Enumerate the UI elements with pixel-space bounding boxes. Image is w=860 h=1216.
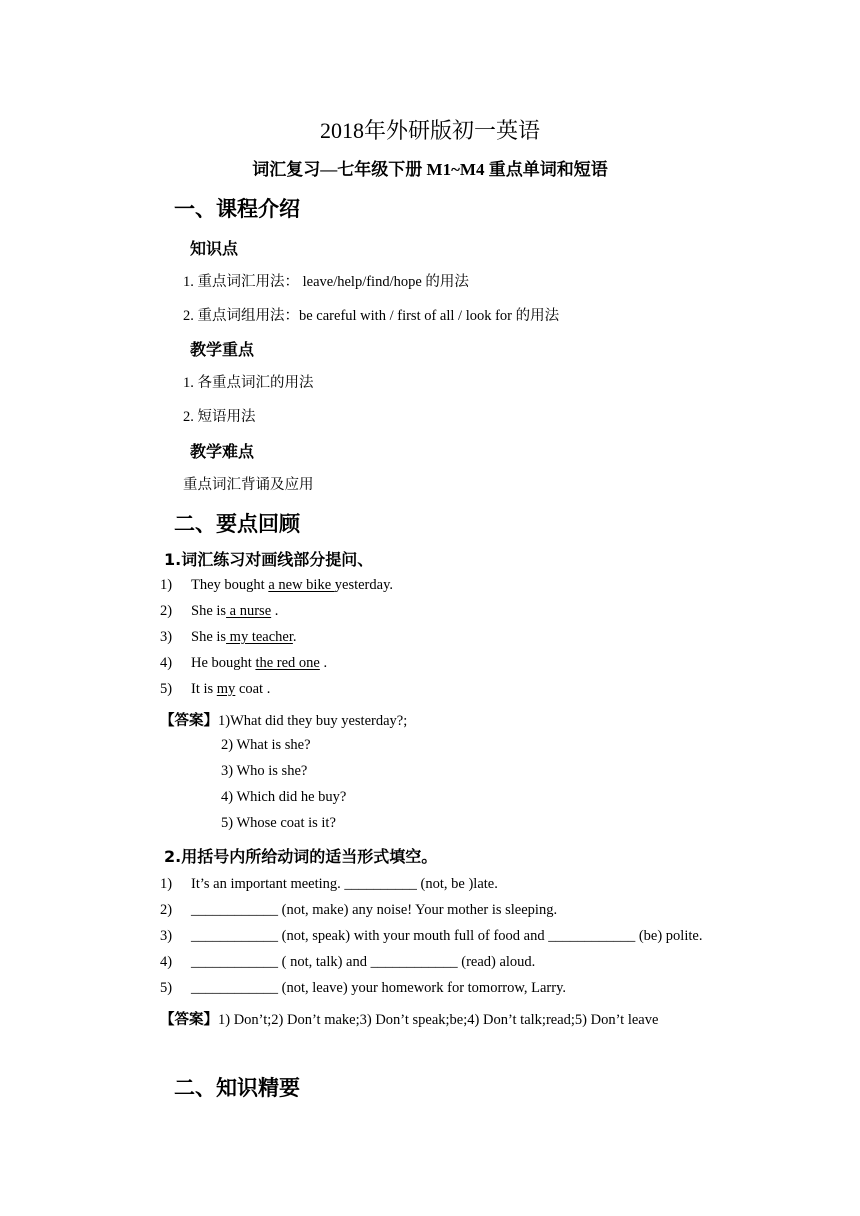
exercise1-item [0, 629, 860, 649]
exercise2-item [0, 902, 860, 922]
item-number: 1) [160, 876, 173, 892]
focus-item: 1. 各重点词汇的用法 [183, 375, 314, 391]
exercise1-item [0, 681, 860, 701]
item-number: 1) [160, 577, 173, 593]
knowledge-heading: 知识点 [190, 239, 239, 258]
item-text: ____________ ( not, talk) and ____________ (read) aloud. [191, 954, 536, 970]
underlined-phrase: a nurse [226, 603, 272, 619]
knowledge-item: 1. 重点词汇用法： leave/help/find/hope 的用法 [183, 274, 469, 290]
item-number: 4) [160, 954, 173, 970]
item-number: 3) [160, 629, 173, 645]
item-text: ____________ (not, leave) your homework for tomorrow, Larry. [191, 980, 567, 996]
item-number: 3) [160, 928, 173, 944]
exercise2-item [0, 876, 860, 896]
item-number: 2) [160, 902, 173, 918]
section-heading-review: 二、要点回顾 [174, 512, 300, 536]
exercise2-heading: 2.用括号内所给动词的适当形式填空。 [164, 847, 438, 866]
section-heading-essentials: 二、知识精要 [174, 1076, 300, 1100]
underlined-phrase: my [216, 681, 236, 697]
focus-heading: 教学重点 [190, 340, 255, 359]
answer-text: 1)What did they buy yesterday?; [218, 713, 408, 729]
answer-line: 3) Who is she? [221, 763, 308, 779]
difficulty-heading: 教学难点 [190, 442, 255, 461]
item-number: 5) [160, 980, 173, 996]
document-subtitle: 词汇复习—七年级下册 M1~M4 重点单词和短语 [252, 160, 608, 179]
exercise1-item [0, 577, 860, 597]
underlined-phrase: my teacher [226, 629, 293, 645]
item-text: She is my teacher. [191, 629, 297, 645]
section-heading-intro: 一、课程介绍 [174, 197, 300, 221]
item-text: They bought a new bike yesterday. [191, 577, 394, 593]
exercise1-item [0, 655, 860, 675]
item-number: 2) [160, 603, 173, 619]
answer-line: 2) What is she? [221, 737, 311, 753]
answer-line: 5) Whose coat is it? [221, 815, 336, 831]
document-title: 2018年外研版初一英语 [319, 118, 540, 143]
exercise1-answer [160, 709, 407, 730]
item-text: It is my coat . [191, 681, 271, 697]
exercise2-answer [160, 1008, 658, 1029]
item-text: ____________ (not, make) any noise! Your mother is sleeping. [191, 902, 558, 918]
exercise1-heading: 1.词汇练习对画线部分提问、 [164, 550, 374, 569]
difficulty-text: 重点词汇背诵及应用 [183, 477, 314, 493]
answer-label: 【答案】 [160, 713, 218, 729]
item-number: 4) [160, 655, 173, 671]
item-number: 5) [160, 681, 173, 697]
focus-item: 2. 短语用法 [183, 409, 256, 425]
exercise2-item [0, 954, 860, 974]
knowledge-item: 2. 重点词组用法：be careful with / first of all / look for 的用法 [183, 308, 560, 324]
item-text: It’s an important meeting. __________ (not, be )late. [191, 876, 498, 892]
exercise2-item [0, 928, 860, 948]
exercise1-item [0, 603, 860, 623]
answer-line: 4) Which did he buy? [221, 789, 347, 805]
answer-text: 1) Don’t;2) Don’t make;3) Don’t speak;be;4) Don’t talk;read;5) Don’t leave [218, 1012, 659, 1028]
underlined-phrase: a new bike [268, 577, 335, 593]
underlined-phrase: the red one [255, 655, 320, 671]
item-text: She is a nurse . [191, 603, 279, 619]
item-text: He bought the red one . [191, 655, 328, 671]
answer-label: 【答案】 [160, 1012, 218, 1028]
item-text: ____________ (not, speak) with your mouth full of food and ____________ (be) polite. [191, 928, 703, 944]
exercise2-item [0, 980, 860, 1000]
